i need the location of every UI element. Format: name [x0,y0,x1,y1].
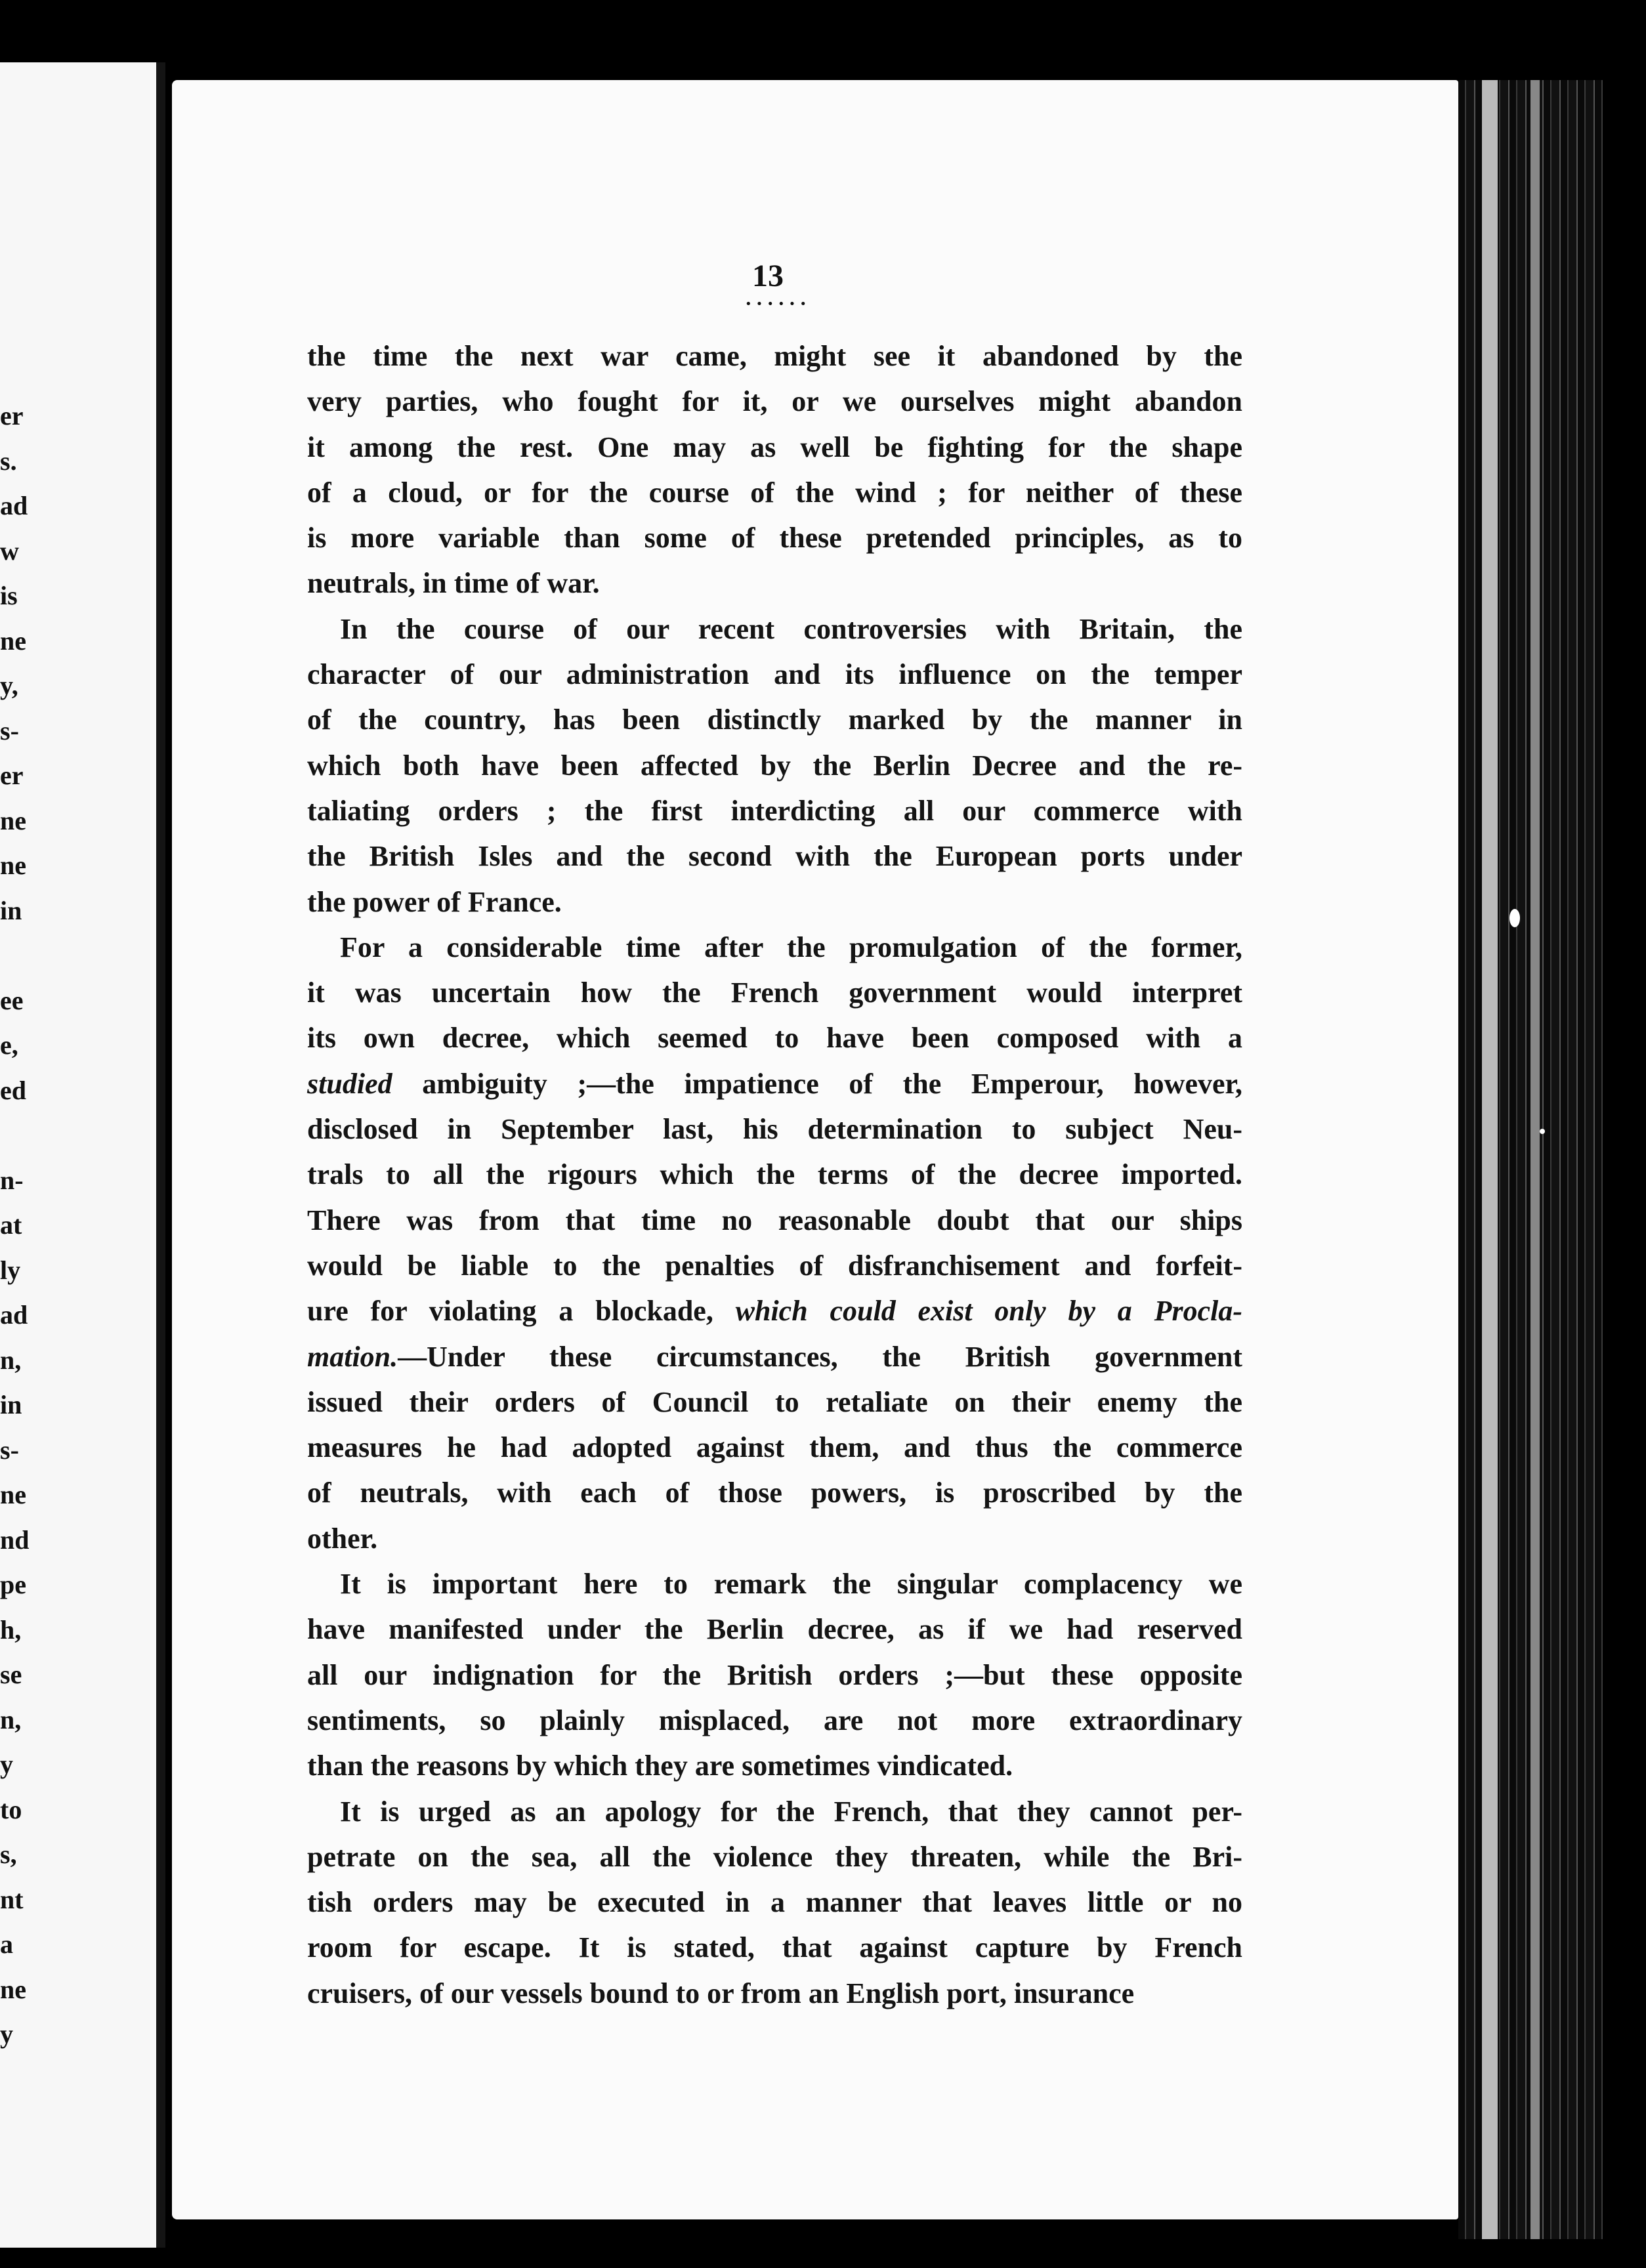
text-line: all our indignation for the British orders ;—but these opposite [307,1658,1242,1691]
paragraph [307,606,1242,925]
text-line: There was from that time no reasonable doubt that our ships [307,1204,1242,1236]
text-line: mation.—Under these circumstances, the British government [307,1340,1242,1373]
text-line: its own decree, which seemed to have been composed with a [307,1022,1242,1055]
facing-page-fragment: w [0,536,19,566]
facing-page-fragment: n- [0,1165,24,1195]
facing-page-fragment: nt [0,1884,24,1914]
facing-page-fragment: is [0,581,18,610]
page-number: 13 [752,259,784,293]
text-line: have manifested under the Berlin decree, as if we had reserved [307,1613,1242,1646]
facing-page-fragment: h, [0,1614,22,1645]
text-line: of the country, has been distinctly marked by the manner in [307,704,1242,736]
facing-page-fragment: y [0,1750,13,1779]
facing-page-fragment: ad [0,1300,28,1330]
text-line: it was uncertain how the French government would interpret [307,976,1242,1009]
text-line: room for escape. It is stated, that against capture by French [307,1931,1242,1964]
facing-page-fragment: ee [0,985,24,1015]
facing-page [0,62,165,2248]
text-line: disclosed in September last, his determination to subject Neu- [307,1113,1242,1146]
facing-page-fragment: ly [0,1255,21,1285]
facing-page-fragment: ne [0,625,26,656]
text-line: measures he had adopted against them, and thus the commerce [307,1431,1242,1464]
facing-page-fragment [0,933,59,978]
text-line: tish orders may be executed in a manner that leaves little or no [307,1886,1242,1919]
facing-page-fragment: s- [0,1435,19,1465]
facing-page-fragment [0,1113,59,1158]
facing-page-fragment: er [0,401,24,430]
facing-page-fragment: er [0,761,24,790]
text-line: which both have been affected by the Berlin Decree and the re- [307,749,1242,782]
facing-page-fragment: ne [0,1480,26,1509]
facing-page-fragment: in [0,1390,22,1419]
text-line: character of our administration and its influence on the temper [307,658,1242,691]
text-line: the power of France. [307,885,562,918]
text-line: other. [307,1522,378,1555]
facing-page-fragment: to [0,1794,22,1824]
text-line: In the course of our recent controversies with Britain, the [340,612,1242,645]
text-line: It is urged as an apology for the French, that they cannot per- [340,1795,1242,1828]
facing-page-fragment: pe [0,1570,26,1599]
text-line: petrate on the sea, all the violence they threaten, while the Bri- [307,1840,1242,1873]
facing-page-fragment: y [0,2019,13,2049]
facing-page-fragment: a [0,1929,13,1959]
facing-page-fragment: ne [0,850,26,880]
page-block-edge [1458,80,1603,2239]
text-line: of neutrals, with each of those powers, is proscribed by the [307,1477,1242,1509]
facing-page-fragment: ed [0,1075,26,1105]
facing-page-fragment: ne [0,805,26,835]
text-line: For a considerable time after the promulgation of the former, [340,931,1242,963]
facing-page-fragment: s, [0,1839,17,1869]
facing-page-fragment: in [0,895,22,925]
facing-page-fragment: n, [0,1704,22,1734]
text-line: studied ambiguity ;—the impatience of the Emperour, however, [307,1067,1242,1100]
facing-page-fragment: s. [0,446,17,476]
facing-page-fragment: n, [0,1345,22,1375]
text-line: trals to all the rigours which the terms of the decree imported. [307,1158,1242,1191]
text-line: neutrals, in time of war. [307,567,600,600]
text-line: It is important here to remark the singular complacency we [340,1568,1242,1601]
text-line: the time the next war came, might see it abandoned by the [307,340,1242,372]
text-line: it among the rest. One may as well be fighting for the shape [307,430,1242,463]
text-line: the British Isles and the second with the European ports under [307,840,1242,873]
page-body-text [307,333,1242,2016]
header-ornament: ······ [744,291,811,315]
text-line: ure for violating a blockade, which could exist only by a Procla- [307,1295,1242,1328]
paragraph [307,1789,1242,2016]
facing-page-text-edge [0,394,59,2057]
text-line: would be liable to the penalties of disfranchisement and forfeit- [307,1249,1242,1282]
facing-page-fragment: nd [0,1524,30,1555]
text-line: issued their orders of Council to retaliate on their enemy the [307,1385,1242,1418]
facing-page-fragment: e, [0,1030,18,1060]
text-line: of a cloud, or for the course of the wind ; for neither of these [307,476,1242,509]
facing-page-fragment: ad [0,491,28,520]
facing-page-fragment: y, [0,671,18,700]
paragraph [307,1561,1242,1788]
paragraph [307,925,1242,1561]
facing-page-fragment: s- [0,715,19,746]
facing-page-fragment: ne [0,1974,26,2004]
text-line: cruisers, of our vessels bound to or from an English port, insurance [307,1977,1135,2009]
text-line: sentiments, so plainly misplaced, are not more extraordinary [307,1704,1242,1736]
text-line: very parties, who fought for it, or we ourselves might abandon [307,385,1242,418]
text-line: than the reasons by which they are sometimes vindicated. [307,1750,1013,1782]
paragraph [307,333,1242,606]
facing-page-fragment: se [0,1660,22,1689]
text-line: is more variable than some of these pretended principles, as to [307,522,1242,555]
facing-page-fragment: at [0,1210,22,1240]
text-line: taliating orders ; the first interdicting all our commerce with [307,794,1242,827]
